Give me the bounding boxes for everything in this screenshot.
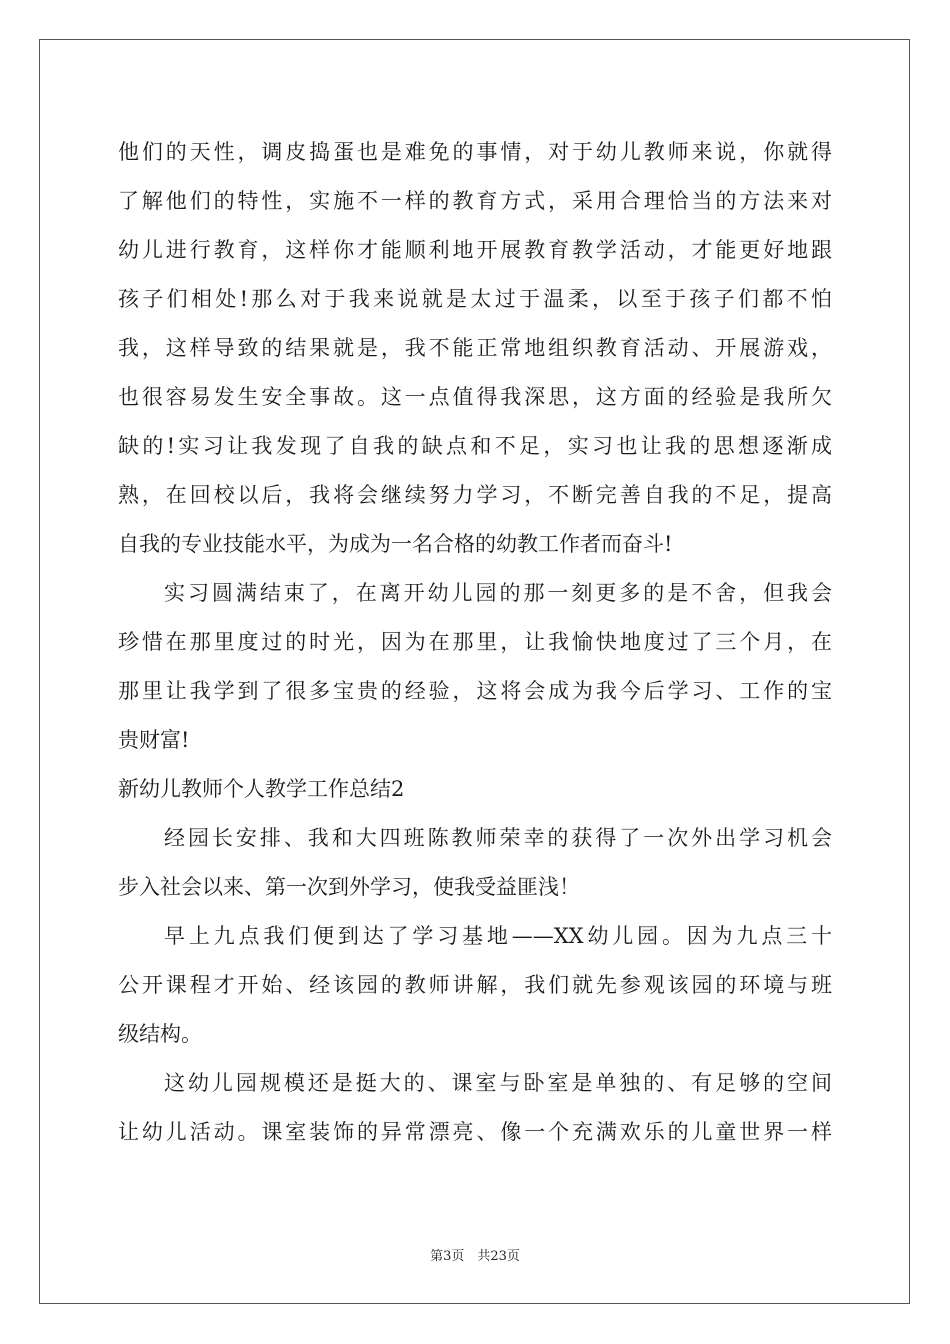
- text-line: 珍惜在那里度过的时光，因为在那里，让我愉快地度过了三个月，在: [118, 630, 832, 654]
- text-line: 孩子们相处!那么对于我来说就是太过于温柔，以至于孩子们都不怕: [118, 287, 832, 311]
- text-line: 我，这样导致的结果就是，我不能正常地组织教育活动、开展游戏，: [118, 336, 832, 360]
- text-line: 他们的天性，调皮捣蛋也是难免的事情，对于幼儿教师来说，你就得: [118, 140, 832, 164]
- text-line: 级结构。: [118, 1022, 202, 1046]
- text-line: 了解他们的特性，实施不一样的教育方式，采用合理恰当的方法来对: [118, 189, 832, 213]
- section-heading: 新幼儿教师个人教学工作总结2: [118, 777, 405, 801]
- text-line: 自我的专业技能水平，为成为一名合格的幼教工作者而奋斗!: [118, 532, 673, 556]
- text-line: 幼儿进行教育，这样你才能顺利地开展教育教学活动，才能更好地跟: [118, 238, 832, 262]
- text-line: 步入社会以来、第一次到外学习，使我受益匪浅！: [118, 875, 580, 899]
- text-line: 早上九点我们便到达了学习基地——XX幼儿园。因为九点三十: [164, 924, 832, 948]
- document-body: [118, 128, 832, 1157]
- text-line: 让幼儿活动。课室装饰的异常漂亮、像一个充满欢乐的儿童世界一样: [118, 1120, 832, 1144]
- text-line: 缺的!实习让我发现了自我的缺点和不足，实习也让我的思想逐渐成: [118, 434, 832, 458]
- text-line: 这幼儿园规模还是挺大的、课室与卧室是单独的、有足够的空间: [164, 1071, 832, 1095]
- text-line: 经园长安排、我和大四班陈教师荣幸的获得了一次外出学习机会: [164, 826, 832, 850]
- text-line: 熟，在回校以后，我将会继续努力学习，不断完善自我的不足，提高: [118, 483, 832, 507]
- text-line: 那里让我学到了很多宝贵的经验，这将会成为我今后学习、工作的宝: [118, 679, 832, 703]
- text-line: 也很容易发生安全事故。这一点值得我深思，这方面的经验是我所欠: [118, 385, 832, 409]
- text-line: 贵财富!: [118, 728, 190, 752]
- page-number-footer: 第3页 共23页: [430, 1249, 520, 1264]
- text-line: 公开课程才开始、经该园的教师讲解，我们就先参观该园的环境与班: [118, 973, 832, 997]
- text-line: 实习圆满结束了，在离开幼儿园的那一刻更多的是不舍，但我会: [164, 581, 832, 605]
